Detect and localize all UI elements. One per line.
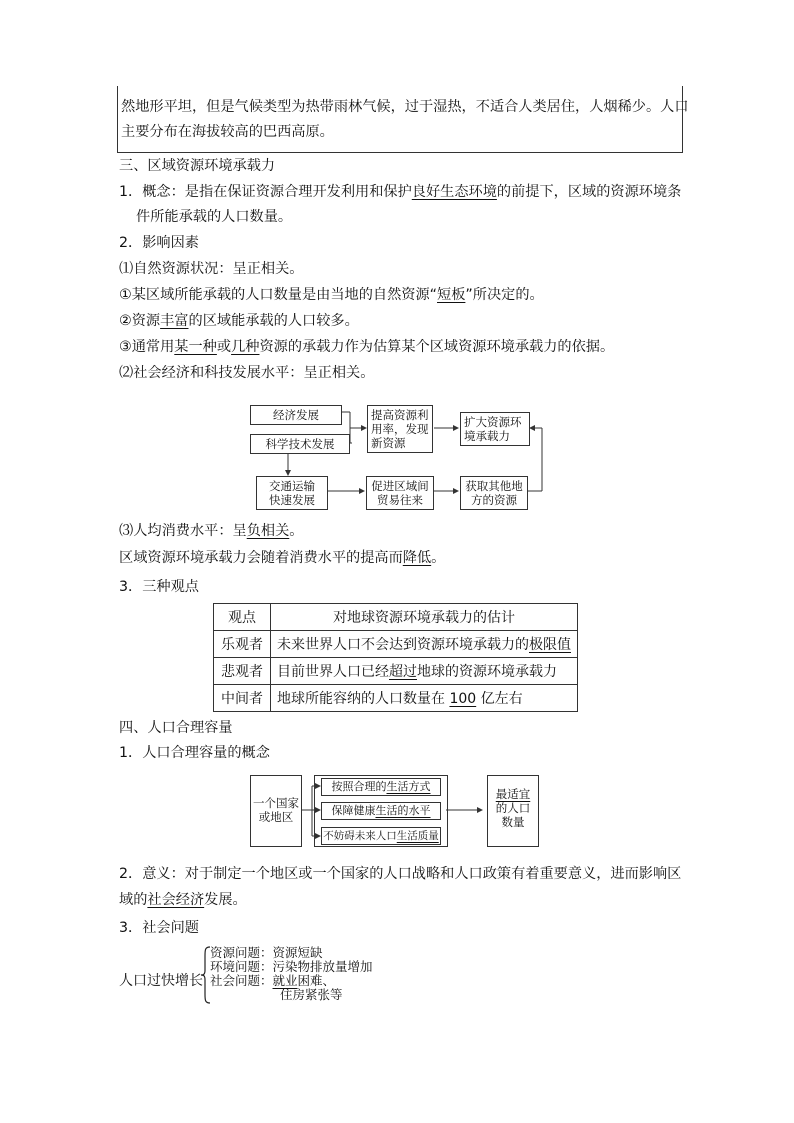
brace-root: 人口过快增长	[119, 973, 203, 989]
flow-expand: 扩大资源环 境承载力	[460, 412, 530, 446]
flow-tech: 科学技术发展	[250, 434, 350, 454]
section-4-heading: 四、人口合理容量	[119, 720, 233, 736]
flow-transport: 交通运输 快速发展	[256, 476, 328, 510]
meaning-line-1: 2．意义：对于制定一个地区或一个国家的人口战略和人口政策有着重要意义，进而影响区	[119, 866, 682, 882]
concept-line-1: 1．概念：是指在保证资源合理开发利用和保护良好生态环境的前提下，区域的资源环境条	[119, 184, 682, 200]
flow-trade: 促进区域间 贸易往来	[366, 476, 434, 510]
factor-1a: ①某区域所能承载的人口数量是由当地的自然资源“短板”所决定的。	[119, 287, 544, 303]
table-cell: 地球所能容纳的人口数量在 100 亿左右	[271, 685, 578, 712]
factor-1: ⑴自然资源状况：呈正相关。	[119, 261, 304, 277]
factor-1c: ③通常用某一种或几种资源的承载力作为估算某个区域资源环境承载力的依据。	[119, 339, 615, 355]
factor-3b: 区域资源环境承载力会随着消费水平的提高而降低。	[119, 550, 446, 566]
table-row	[214, 658, 578, 685]
intro-line-1: 然地形平坦，但是气候类型为热带雨林气候，过于湿热，不适合人类居住，人烟稀少。人口	[121, 99, 689, 115]
views-table	[213, 603, 578, 712]
factors-heading: 2．影响因素	[119, 235, 199, 251]
factor-3: ⑶人均消费水平：呈负相关。	[119, 523, 304, 539]
brace-item-1: 资源问题：资源短缺	[210, 945, 323, 960]
flow-obtain: 获取其他地 方的资源	[460, 476, 528, 510]
table-row	[214, 685, 578, 712]
table-cell: 目前世界人口已经超过地球的资源环境承载力	[271, 658, 578, 685]
table-row	[214, 631, 578, 658]
capacity-item-2: 保障健康生活的水平	[321, 802, 441, 820]
table-cell: 悲观者	[214, 658, 271, 685]
intro-line-2: 主要分布在海拔较高的巴西高原。	[121, 124, 334, 140]
section-3-heading: 三、区域资源环境承载力	[119, 158, 276, 174]
flow-improve: 提高资源利 用率，发现 新资源	[367, 405, 433, 453]
brace-item-2: 环境问题：污染物排放量增加	[210, 959, 373, 974]
concept-line-2: 件所能承载的人口数量。	[136, 209, 293, 225]
factor-2: ⑵社会经济和科技发展水平：呈正相关。	[119, 365, 375, 381]
capacity-concept-heading: 1．人口合理容量的概念	[119, 745, 270, 761]
factor-1b: ②资源丰富的区域能承载的人口较多。	[119, 313, 359, 329]
brace-item-3: 社会问题：就业困难、	[210, 973, 336, 988]
views-heading: 3．三种观点	[119, 579, 199, 595]
brace-item-4: 住房紧张等	[280, 987, 343, 1002]
capacity-item-1: 按照合理的生活方式	[321, 778, 441, 796]
table-cell: 乐观者	[214, 631, 271, 658]
table-header-cell: 观点	[214, 604, 271, 631]
table-cell: 中间者	[214, 685, 271, 712]
continued-text-box	[117, 86, 689, 153]
capacity-item-3: 不妨碍未来人口生活质量	[321, 827, 441, 845]
social-heading: 3．社会问题	[119, 920, 199, 936]
capacity-right-box: 最适宜 的人口 数量	[487, 775, 539, 847]
table-cell: 未来世界人口不会达到资源环境承载力的极限值	[271, 631, 578, 658]
table-header-cell: 对地球资源环境承载力的估计	[271, 604, 578, 631]
meaning-line-2: 域的社会经济发展。	[119, 892, 247, 908]
table-header-row	[214, 604, 578, 631]
capacity-left-box: 一个国家 或地区	[250, 775, 302, 847]
flow-econ: 经济发展	[250, 405, 342, 425]
